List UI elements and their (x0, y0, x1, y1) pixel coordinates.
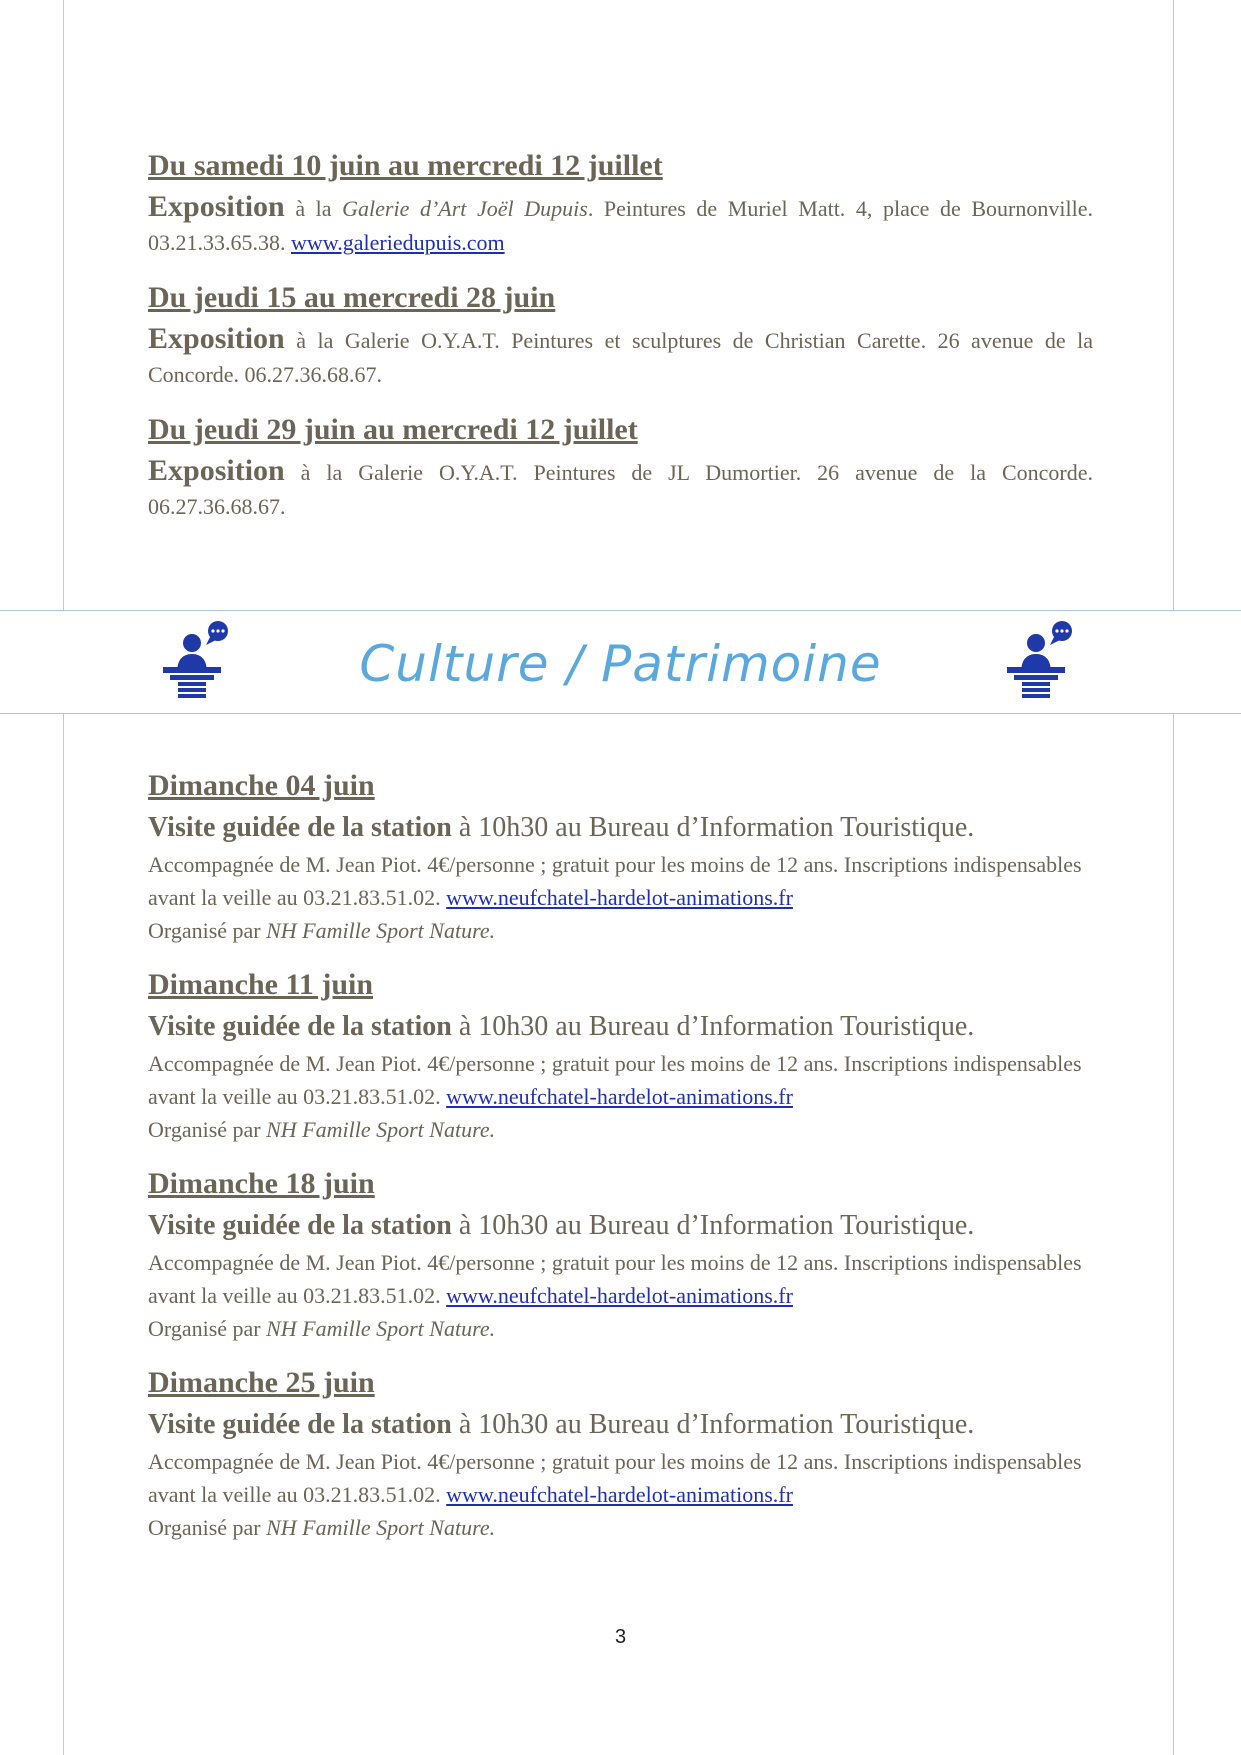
organizer-prefix: Organisé par (148, 918, 267, 943)
page-number: 3 (614, 1626, 627, 1648)
visit-item (148, 1166, 1093, 1345)
left-margin-rule (63, 0, 64, 1755)
visit-location: à 10h30 au Bureau d’Information Touristique. (451, 1210, 975, 1241)
animations-link[interactable]: www.neufchatel-hardelot-animations.fr (446, 1482, 793, 1507)
gallery-link[interactable]: www.galeriedupuis.com (291, 230, 505, 255)
visit-date: Dimanche 11 juin (148, 968, 374, 1001)
exhibition-text: . Peintures de Muriel Matt. 4, place de Bournonville. 03.21.33.65.38. (148, 196, 1093, 255)
exhibition-description (148, 190, 1093, 260)
visit-details-text: Accompagnée de M. Jean Piot. 4€/personne ; gratuit pour les moins de 12 ans. Inscriptions indispensables avant la veille au 03.21.83.51.02. (148, 1449, 1082, 1507)
animations-link[interactable]: www.neufchatel-hardelot-animations.fr (446, 1084, 793, 1109)
section-banner (0, 610, 1241, 714)
visit-lead (148, 1405, 1093, 1445)
exhibition-text: à la Galerie O.Y.A.T. Peintures et sculptures de Christian Carette. 26 avenue de la Concorde. 06.27.36.68.67. (148, 328, 1093, 387)
organizer-prefix: Organisé par (148, 1316, 267, 1341)
exhibition-item (148, 412, 1093, 524)
visit-date: Dimanche 18 juin (148, 1167, 375, 1200)
exhibition-item (148, 280, 1093, 392)
visit-organizer (148, 1511, 1093, 1544)
visit-location: à 10h30 au Bureau d’Information Touristique. (451, 812, 975, 843)
visit-date: Dimanche 04 juin (148, 769, 375, 802)
visit-date: Dimanche 25 juin (148, 1366, 375, 1399)
exhibition-text: à la (284, 196, 343, 221)
visit-details (148, 1246, 1093, 1312)
visit-title: Visite guidée de la station (148, 1210, 452, 1241)
visit-title: Visite guidée de la station (148, 812, 452, 843)
organizer-name: NH Famille Sport Nature. (266, 1316, 496, 1341)
visit-item (148, 967, 1093, 1146)
speaker-podium-icon (1004, 619, 1084, 703)
visit-details (148, 848, 1093, 914)
exhibition-lead: Exposition (148, 322, 285, 355)
exhibition-description (148, 322, 1093, 392)
visit-details-text: Accompagnée de M. Jean Piot. 4€/personne ; gratuit pour les moins de 12 ans. Inscriptions indispensables avant la veille au 03.21.83.51.02. (148, 852, 1082, 910)
visit-item (148, 1365, 1093, 1544)
visit-lead (148, 1007, 1093, 1047)
organizer-name: NH Famille Sport Nature. (266, 1515, 496, 1540)
visit-title: Visite guidée de la station (148, 1409, 452, 1440)
exhibition-item (148, 148, 1093, 260)
visit-details (148, 1047, 1093, 1113)
organizer-name: NH Famille Sport Nature. (266, 1117, 496, 1142)
exhibition-lead: Exposition (148, 190, 285, 223)
exhibition-lead: Exposition (148, 454, 285, 487)
organizer-prefix: Organisé par (148, 1117, 267, 1142)
visit-details-text: Accompagnée de M. Jean Piot. 4€/personne ; gratuit pour les moins de 12 ans. Inscriptions indispensables avant la veille au 03.21.83.51.02. (148, 1250, 1082, 1308)
exhibition-text: à la Galerie O.Y.A.T. Peintures de JL Dumortier. 26 avenue de la Concorde. 06.27.36.68.67. (148, 460, 1093, 519)
visit-organizer (148, 914, 1093, 947)
right-margin-rule (1173, 0, 1174, 1755)
exhibition-description (148, 454, 1093, 524)
section-title: Culture / Patrimoine (359, 635, 882, 693)
visit-item (148, 768, 1093, 947)
exhibition-date: Du samedi 10 juin au mercredi 12 juillet (148, 149, 663, 182)
visit-organizer (148, 1113, 1093, 1146)
exhibition-date: Du jeudi 15 au mercredi 28 juin (148, 281, 556, 314)
exhibition-date: Du jeudi 29 juin au mercredi 12 juillet (148, 413, 638, 446)
visits-section (148, 768, 1093, 1564)
visit-details-text: Accompagnée de M. Jean Piot. 4€/personne ; gratuit pour les moins de 12 ans. Inscriptions indispensables avant la veille au 03.21.83.51.02. (148, 1051, 1082, 1109)
visit-details (148, 1445, 1093, 1511)
visit-organizer (148, 1312, 1093, 1345)
animations-link[interactable]: www.neufchatel-hardelot-animations.fr (446, 1283, 793, 1308)
animations-link[interactable]: www.neufchatel-hardelot-animations.fr (446, 885, 793, 910)
visit-location: à 10h30 au Bureau d’Information Touristique. (451, 1409, 975, 1440)
visit-lead (148, 808, 1093, 848)
organizer-name: NH Famille Sport Nature. (266, 918, 496, 943)
organizer-prefix: Organisé par (148, 1515, 267, 1540)
visit-location: à 10h30 au Bureau d’Information Touristique. (451, 1011, 975, 1042)
visit-lead (148, 1206, 1093, 1246)
exhibitions-section (148, 148, 1093, 544)
gallery-name: Galerie d’Art Joël Dupuis (342, 196, 588, 221)
visit-title: Visite guidée de la station (148, 1011, 452, 1042)
